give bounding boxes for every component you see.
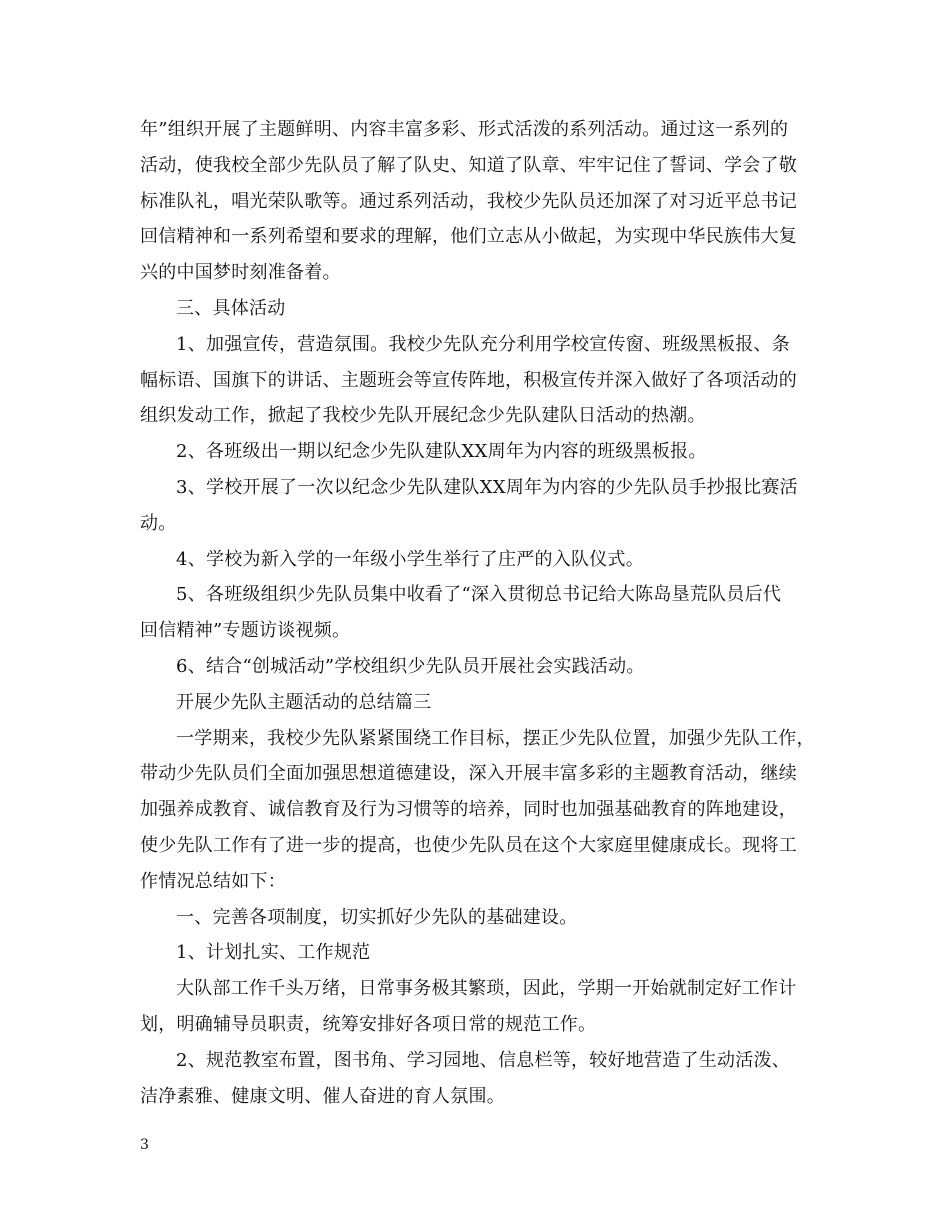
text-line: 开展少先队主题活动的总结篇三 <box>176 691 432 713</box>
text-line: 4、学校为新入学的一年级小学生举行了庄严的入队仪式。 <box>176 548 644 570</box>
text-line: 大队部工作千头万绪，日常事务极其繁琐，因此，学期一开始就制定好工作计 <box>176 978 797 1000</box>
text-line: 作情况总结如下： <box>140 870 286 892</box>
page-number: 3 <box>140 1137 149 1153</box>
text-line: 活动，使我校全部少先队员了解了队史、知道了队章、牢牢记住了誓词、学会了敬 <box>140 154 797 176</box>
text-line: 划，明确辅导员职责，统筹安排好各项日常的规范工作。 <box>140 1013 597 1035</box>
text-line: 2、各班级出一期以纪念少先队建队XX周年为内容的班级黑板报。 <box>176 441 707 463</box>
text-line: 3、学校开展了一次以纪念少先队建队XX周年为内容的少先队员手抄报比赛活 <box>176 476 798 498</box>
text-line: 三、具体活动 <box>176 297 286 319</box>
text-line: 年”组织开展了主题鲜明、内容丰富多彩、形式活泼的系列活动。通过这一系列的 <box>140 119 789 140</box>
text-line: 一学期来，我校少先队紧紧围绕工作目标，摆正少先队位置，加强少先队工作， <box>176 727 815 749</box>
text-line: 1、计划扎实、工作规范 <box>176 942 371 964</box>
text-line: 回信精神和一系列希望和要求的理解，他们立志从小做起，为实现中华民族伟大复 <box>140 226 797 248</box>
document-body <box>140 112 815 1114</box>
text-line: 回信精神”专题访谈视频。 <box>140 620 351 642</box>
text-line: 幅标语、国旗下的讲话、主题班会等宣传阵地，积极宣传并深入做好了各项活动的 <box>140 369 797 391</box>
text-line: 1、加强宣传，营造氛围。我校少先队充分利用学校宣传窗、班级黑板报、条 <box>176 333 790 355</box>
text-line: 使少先队工作有了进一步的提高，也使少先队员在这个大家庭里健康成长。现将工 <box>140 834 797 856</box>
text-line: 6、结合“创城活动”学校组织少先队员开展社会实践活动。 <box>176 655 645 677</box>
text-line: 带动少先队员们全面加强思想道德建设，深入开展丰富多彩的主题教育活动，继续 <box>140 763 797 785</box>
text-line: 动。 <box>140 512 177 534</box>
text-line: 5、各班级组织少先队员集中收看了“深入贯彻总书记给大陈岛垦荒队员后代 <box>176 584 782 606</box>
text-line: 标准队礼，唱光荣队歌等。通过系列活动，我校少先队员还加深了对习近平总书记 <box>140 190 797 212</box>
text-line: 洁净素雅、健康文明、催人奋进的育人氛围。 <box>140 1085 505 1107</box>
text-line: 加强养成教育、诚信教育及行为习惯等的培养，同时也加强基础教育的阵地建设， <box>140 799 797 821</box>
text-line: 兴的中国梦时刻准备着。 <box>140 262 341 284</box>
text-line: 一、完善各项制度，切实抓好少先队的基础建设。 <box>176 906 578 928</box>
text-line: 组织发动工作，掀起了我校少先队开展纪念少先队建队日活动的热潮。 <box>140 405 706 427</box>
text-line: 2、规范教室布置，图书角、学习园地、信息栏等，较好地营造了生动活泼、 <box>176 1049 790 1071</box>
